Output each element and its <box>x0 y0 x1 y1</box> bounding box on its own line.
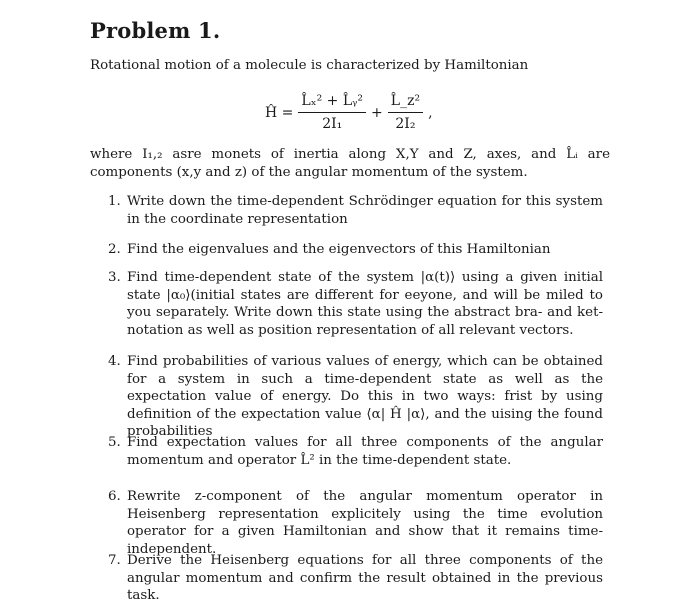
task-number: 4. <box>108 354 121 369</box>
fraction-1-numerator: L̂ₓ² + L̂ᵧ² <box>298 92 366 113</box>
task-item-2 <box>108 241 603 259</box>
problem-title: Problem 1. <box>90 18 221 43</box>
fraction-1-denominator: 2I₁ <box>322 116 343 132</box>
task-text: Find probabilities of various values of energy, which can be obtained for a system in such a time-dependent state as well as the expectation value of energy. Do this in two ways: frist by using definition of the expectation value ⟨α| Ĥ |α⟩, and the uising the found probabilities <box>127 354 603 439</box>
task-item-5 <box>108 434 603 469</box>
task-number: 6. <box>108 489 121 504</box>
task-text: Write down the time-dependent Schrödinger equation for this system in the coordinate representation <box>127 194 603 227</box>
task-number: 5. <box>108 435 121 450</box>
equation-lhs: Ĥ = <box>265 104 294 121</box>
intro-text: Rotational motion of a molecule is characterized by Hamiltonian <box>90 58 529 73</box>
task-number: 3. <box>108 270 121 285</box>
fraction-2 <box>388 92 423 133</box>
fraction-2-numerator: L̂_z² <box>388 92 423 113</box>
task-number: 1. <box>108 194 121 209</box>
task-number: 2. <box>108 242 121 257</box>
task-item-1 <box>108 193 603 228</box>
fraction-1 <box>298 92 366 133</box>
equation-trailing-comma: , <box>428 104 433 121</box>
task-text: Find the eigenvalues and the eigenvectors of this Hamiltonian <box>127 242 551 257</box>
task-item-3 <box>108 269 603 339</box>
task-number: 7. <box>108 553 121 568</box>
task-item-4 <box>108 353 603 441</box>
task-item-6 <box>108 488 603 558</box>
equation-plus: + <box>371 104 383 121</box>
task-text: Derive the Heisenberg equations for all three components of the angular momentum and confirm the result obtained in the previous task. <box>127 553 603 603</box>
fraction-2-denominator: 2I₂ <box>395 116 416 132</box>
hamiltonian-equation <box>265 92 433 133</box>
task-item-7 <box>108 552 603 605</box>
task-text: Find expectation values for all three components of the angular momentum and operator L̂² in the time-dependent state. <box>127 435 603 468</box>
task-text: Rewrite z-component of the angular momentum operator in Heisenberg representation explicitely using the time evolution operator for a given Hamiltonian and show that it remains time-independent. <box>127 489 603 557</box>
task-text: Find time-dependent state of the system |α(t)⟩ using a given initial state |α₀⟩(initial states are different for eeyone, and will be miled to you separately. Write down this state using the abstract bra- and ket- notation as well as position representation of all relevant vectors. <box>127 270 603 338</box>
where-paragraph: where I₁,₂ asre monets of inertia along X,Y and Z, axes, and L̂ᵢ are components (x,y and z) of the angular momentum of the system. <box>90 147 610 180</box>
